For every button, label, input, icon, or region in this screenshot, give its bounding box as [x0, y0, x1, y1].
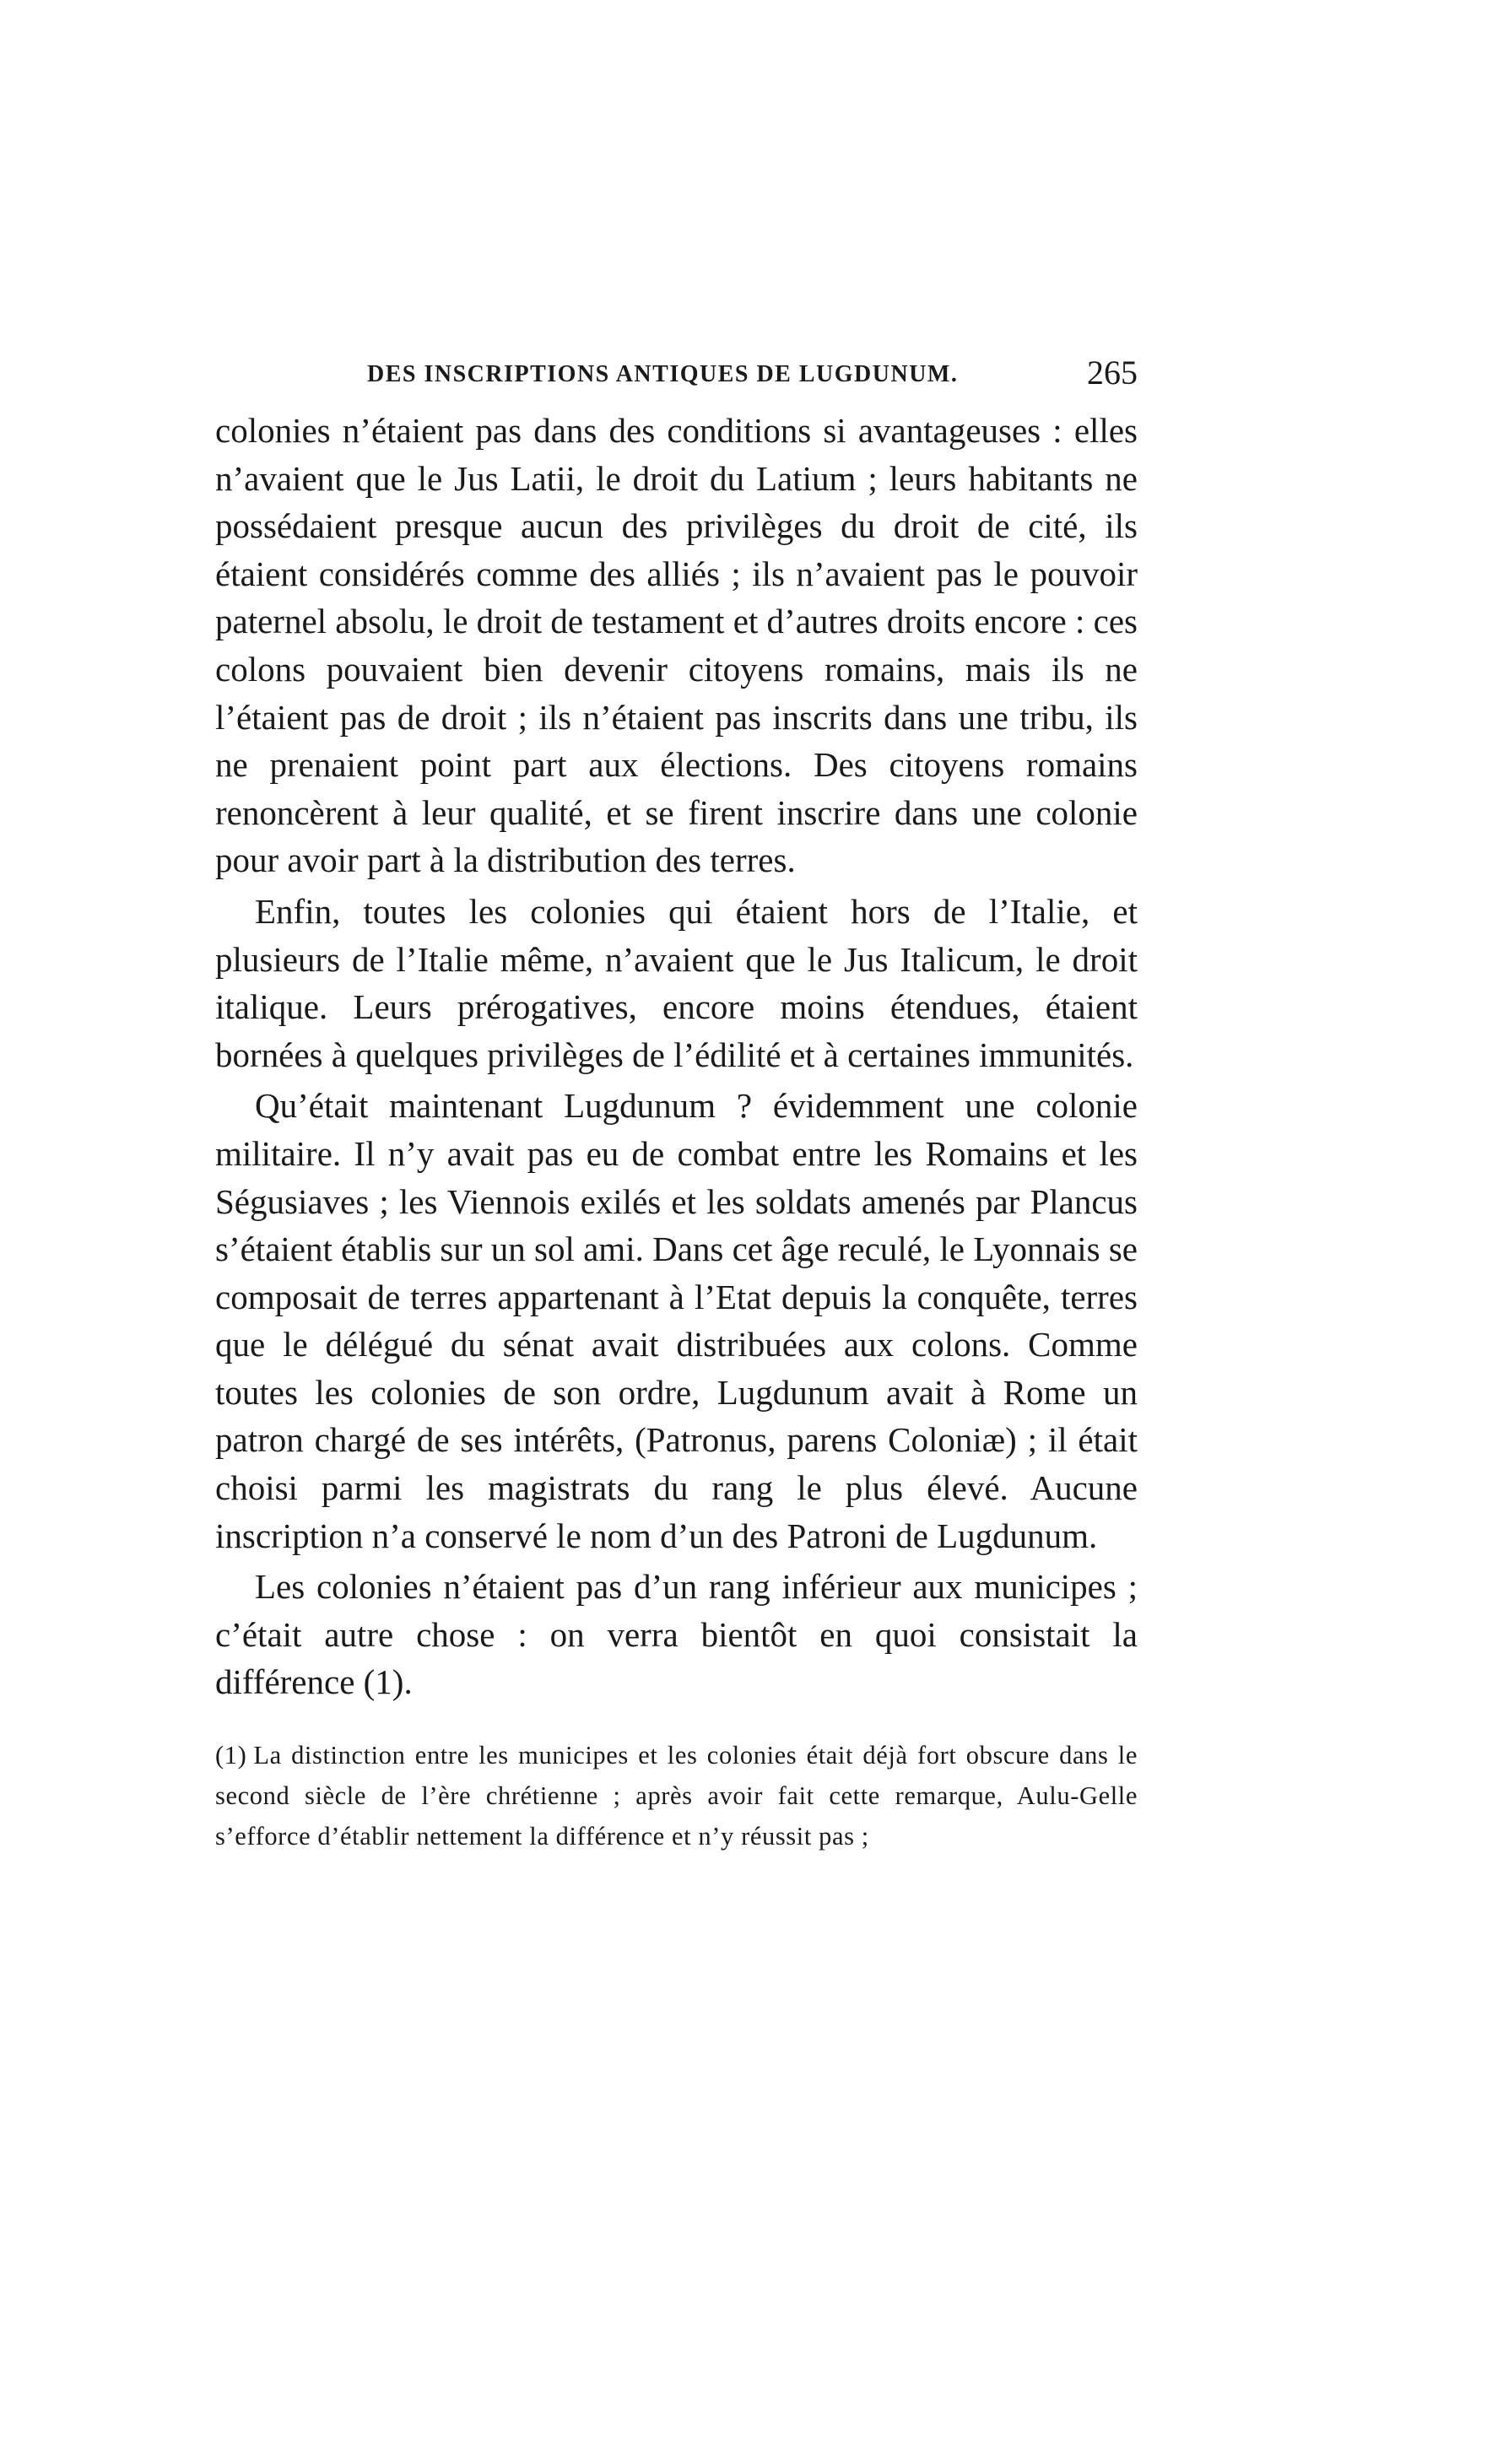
body-text [215, 407, 1138, 1706]
running-title: DES INSCRIPTIONS ANTIQUES DE LUGDUNUM. [367, 361, 959, 387]
paragraph-2: Enfin, toutes les colonies qui étaient hors de l’Italie, et plusieurs de l’Italie même, n’avaient que le Jus Italicum, le droit italique. Leurs prérogatives, encore moins étendues, étaient bornées à quelques privilèges de l’édilité et à certaines immunités. [215, 891, 1138, 1074]
page-number: 265 [1087, 354, 1138, 392]
book-page [215, 353, 1138, 1856]
footnote-text: La distinction entre les municipes et les colonies était déjà fort obscure dans le second siècle de l’ère chrétienne ; après avoir fait cette remarque, Aulu-Gelle s’efforce d’établir nettement la différence et n’y réussit pas ; [215, 1741, 1138, 1851]
paragraph-1: colonies n’étaient pas dans des conditions si avantageuses : elles n’avaient que le Jus Latii, le droit du Latium ; leurs habitants ne possédaient presque aucun des privilèges du droit de cité, ils étaient considérés comme des alliés ; ils n’avaient pas le pouvoir paternel absolu, le droit de testament et d’autres droits encore : ces colons pouvaient bien devenir citoyens romains, mais ils ne l’étaient pas de droit ; ils n’étaient pas inscrits dans une tribu, ils ne prenaient point part aux élections. Des citoyens romains renoncèrent à leur qualité, et se firent inscrire dans une colonie pour avoir part à la distribution des terres. [215, 411, 1138, 880]
paragraph-3: Qu’était maintenant Lugdunum ? évidemment une colonie militaire. Il n’y avait pas eu de combat entre les Romains et les Ségusiaves ; les Viennois exilés et les soldats amenés par Plancus s’étaient établis sur un sol ami. Dans cet âge reculé, le Lyonnais se composait de terres appartenant à l’Etat depuis la conquête, terres que le délégué du sénat avait distribuées aux colons. Comme toutes les colonies de son ordre, Lugdunum avait à Rome un patron chargé de ses intérêts, (Patronus, parens Coloniæ) ; il était choisi parmi les magistrats du rang le plus élevé. Aucune inscription n’a conservé le nom d’un des Patroni de Lugdunum. [215, 1086, 1138, 1555]
paragraph-4: Les colonies n’étaient pas d’un rang inférieur aux municipes ; c’était autre chose : on verra bientôt en quoi consistait la différence (1). [215, 1567, 1138, 1702]
footnote-mark: (1) [215, 1741, 247, 1770]
running-head [215, 353, 1138, 400]
footnote [215, 1735, 1138, 1856]
